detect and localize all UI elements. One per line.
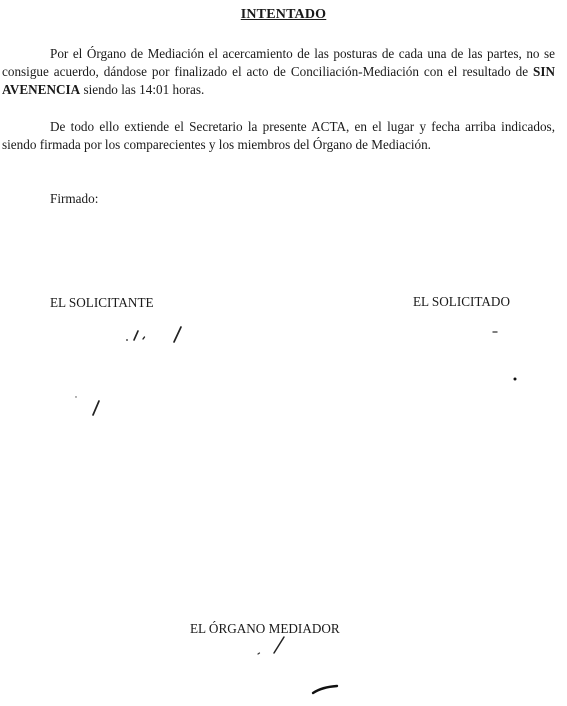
- applicant-signature-mark-lower: [70, 392, 110, 422]
- result-paragraph-text: Por el Órgano de Mediación el acercamiento de las posturas de cada una de las partes, no se consigue acuerdo, dándose por finalizado el acto de Conciliación-Mediación con el resultado de: [2, 46, 555, 79]
- result-emphasis: SIN AVENENCIA: [2, 64, 555, 97]
- mediator-signature-mark: [250, 632, 360, 706]
- mediator-signature-label: EL ÓRGANO MEDIADOR: [190, 621, 340, 636]
- result-paragraph: [2, 45, 555, 99]
- applicant-signature-label: EL SOLICITANTE: [50, 295, 154, 310]
- signed-label: Firmado:: [50, 191, 99, 206]
- closing-paragraph: De todo ello extiende el Secretario la presente ACTA, en el lugar y fecha arriba indicados, siendo firmada por los comparecientes y los miembros del Órgano de Mediación.: [2, 119, 555, 152]
- document-heading: INTENTADO: [240, 7, 327, 22]
- applicant-signature-mark: [120, 318, 190, 348]
- result-paragraph-tail: siendo las 14:01 horas.: [80, 82, 205, 97]
- respondent-signature-label: EL SOLICITADO: [413, 294, 510, 309]
- respondent-signature-mark: [480, 316, 530, 391]
